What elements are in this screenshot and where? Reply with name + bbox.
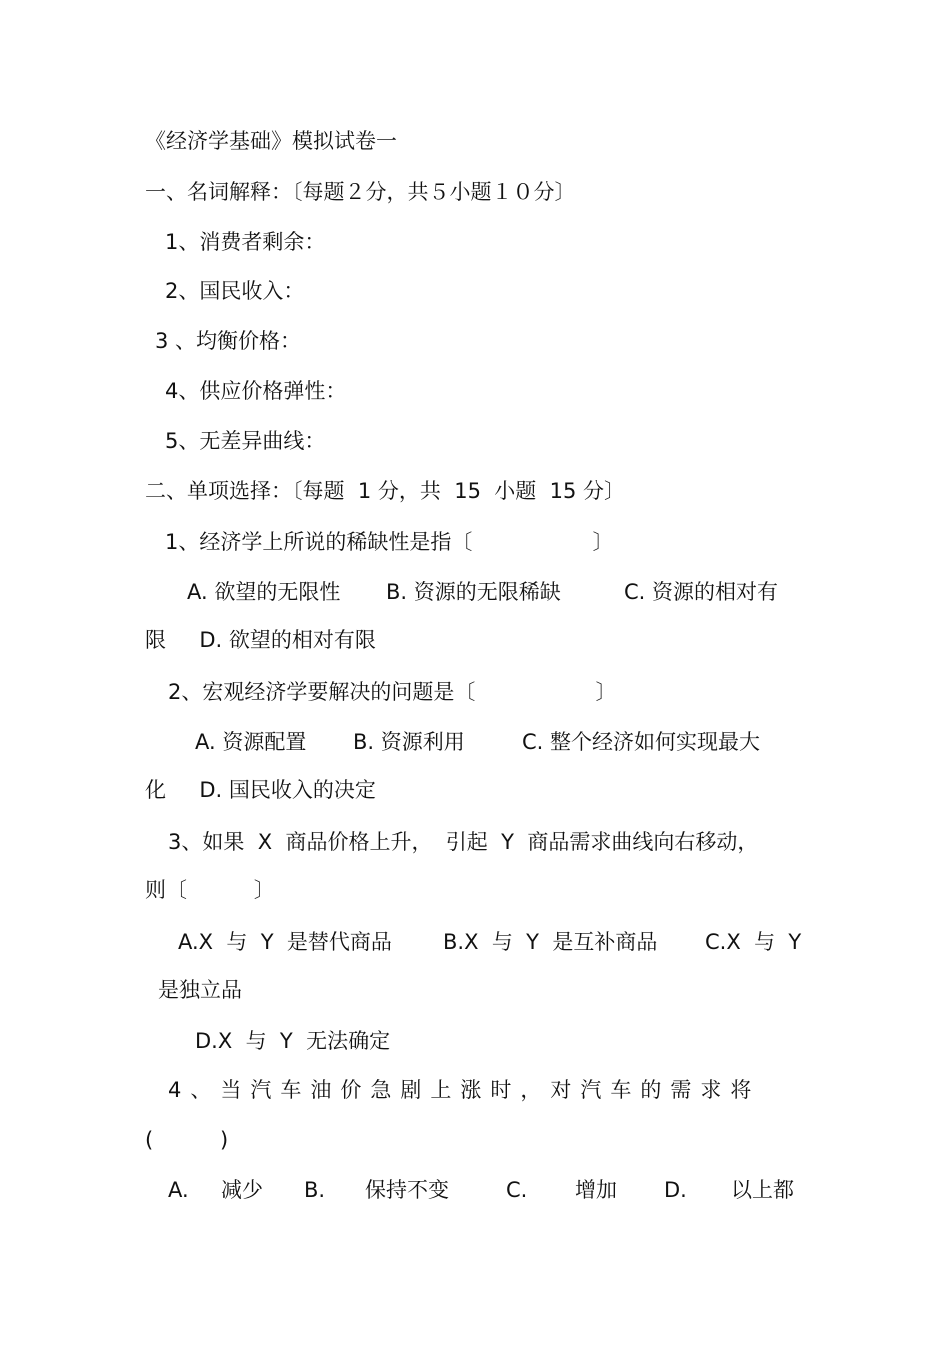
question-4-option-c-text: 增加	[575, 1178, 617, 1202]
question-3-option-d: D.X 与 Y 无法确定	[195, 1029, 391, 1053]
section1-heading: 一、名词解释：〔每题２分，共５小题１０分〕	[145, 180, 576, 204]
document-title: 《经济学基础》模拟试卷一	[145, 129, 397, 153]
question-3-stem-continuation: 则〔 〕	[145, 878, 275, 902]
question-1-option-b: B. 资源的无限稀缺	[386, 580, 561, 604]
question-2-option-a: A. 资源配置	[195, 730, 307, 754]
question-2-stem: 2、宏观经济学要解决的问题是〔 〕	[168, 680, 617, 704]
question-3-option-c: C.X 与 Y	[705, 930, 802, 954]
question-4-option-a-text: 减少	[221, 1178, 263, 1202]
question-4-stem-continuation: ( )	[145, 1128, 229, 1152]
term-item-1: 1、消费者剩余：	[165, 230, 326, 254]
term-item-2: 2、国民收入：	[165, 279, 305, 303]
question-3-option-b: B.X 与 Y 是互补商品	[443, 930, 658, 954]
question-3-option-c-continuation: 是独立品	[158, 978, 242, 1002]
question-4-option-a-letter: A.	[168, 1178, 189, 1202]
question-4-stem: 4、当汽车油价急剧上涨时，对汽车的需求将	[168, 1078, 761, 1102]
question-4-option-d-text: 以上都	[731, 1178, 794, 1202]
term-item-3: 3 、均衡价格：	[155, 329, 302, 353]
question-4-option-c-letter: C.	[506, 1178, 528, 1202]
question-3-stem: 3、如果 X 商品价格上升， 引起 Y 商品需求曲线向右移动，	[168, 830, 759, 854]
question-2-option-c: C. 整个经济如何实现最大	[522, 730, 761, 754]
question-2-option-b: B. 资源利用	[353, 730, 465, 754]
section2-heading: 二、单项选择：〔每题 1 分，共 15 小题 15 分〕	[145, 479, 626, 503]
question-1-stem: 1、经济学上所说的稀缺性是指〔 〕	[165, 530, 614, 554]
question-4-option-d-letter: D.	[664, 1178, 687, 1202]
term-item-4: 4、供应价格弹性：	[165, 379, 347, 403]
question-4-option-b-text: 保持不变	[365, 1178, 449, 1202]
question-1-option-c: C. 资源的相对有	[624, 580, 779, 604]
term-item-5: 5、无差异曲线：	[165, 429, 326, 453]
question-4-option-b-letter: B.	[304, 1178, 326, 1202]
question-2-continuation: 化 D. 国民收入的决定	[145, 778, 376, 802]
question-1-option-a: A. 欲望的无限性	[187, 580, 341, 604]
question-1-continuation: 限 D. 欲望的相对有限	[145, 628, 376, 652]
question-3-option-a: A.X 与 Y 是替代商品	[178, 930, 392, 954]
